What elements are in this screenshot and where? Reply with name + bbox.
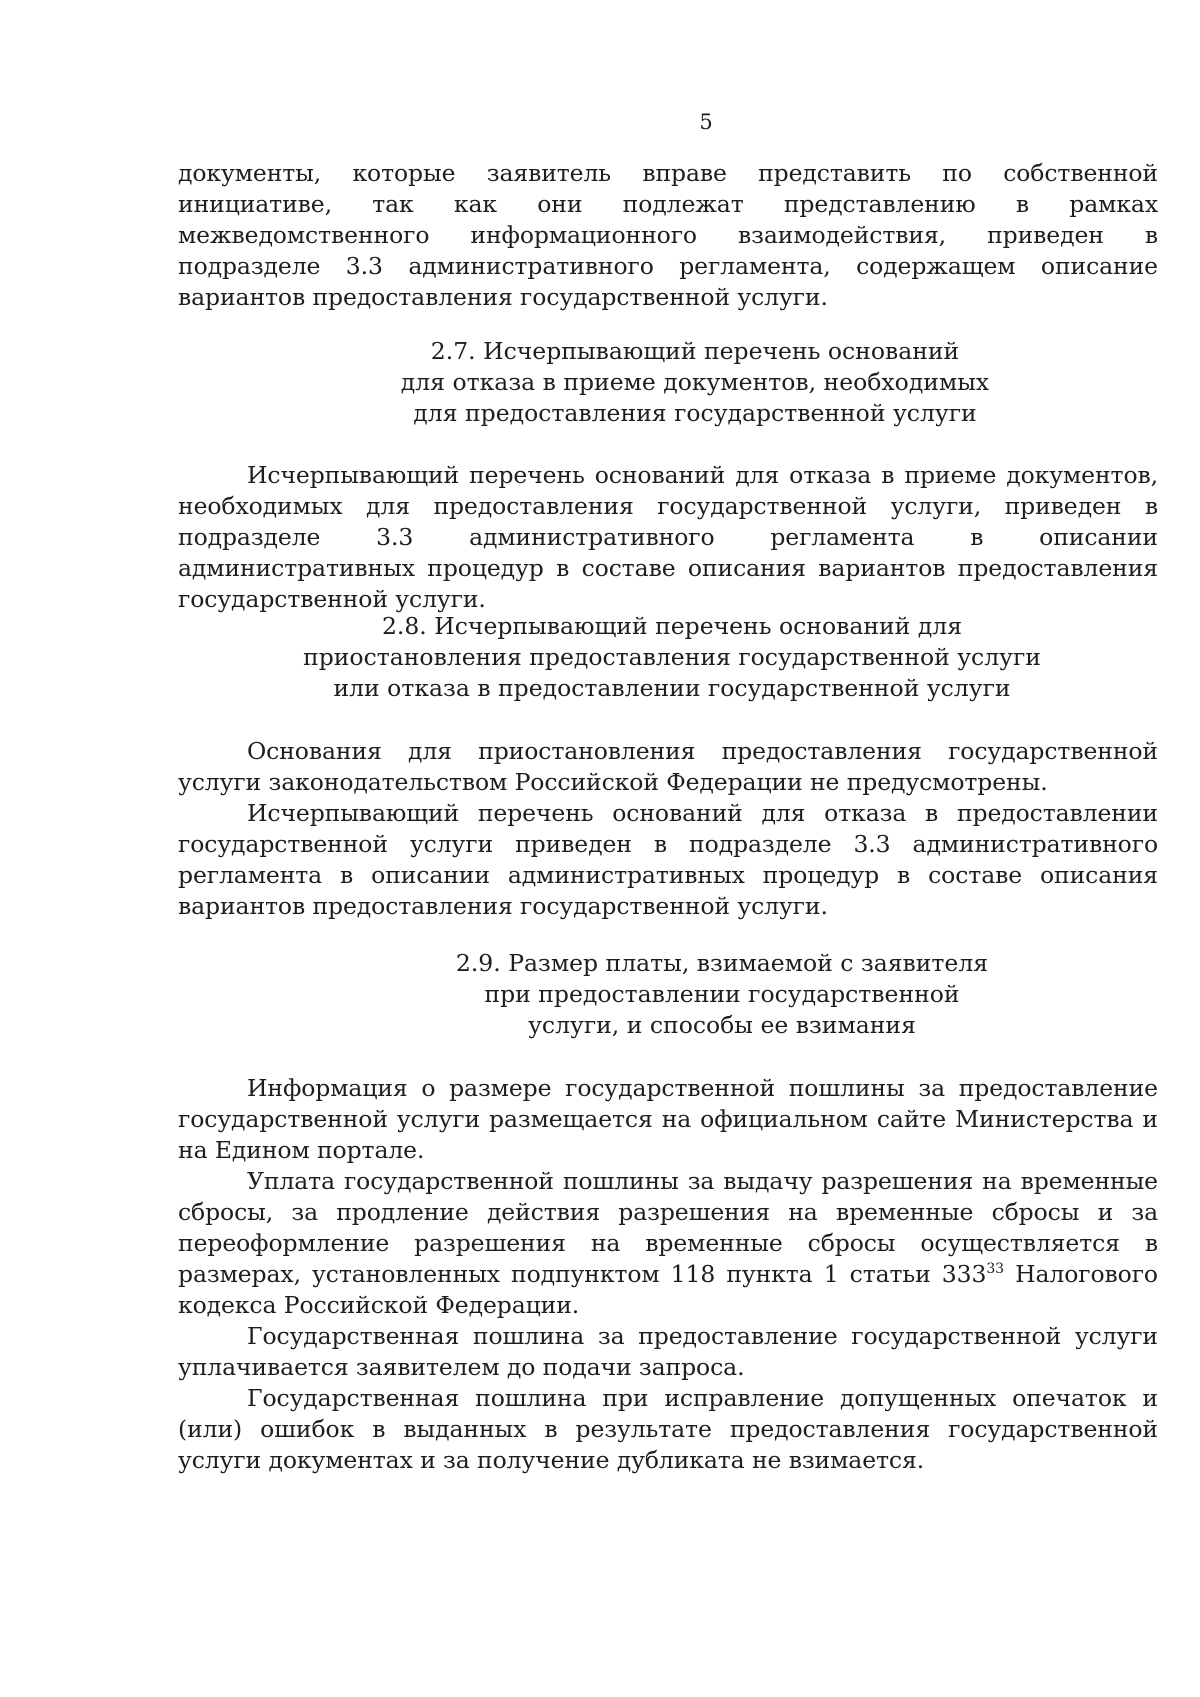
paragraph: Информация о размере государственной пошлины за предоставление государственной услуги размещается на официальном сайте Министерства и на Едином портале. [178,1074,1158,1164]
heading-line: 2.9. Размер платы, взимаемой с заявителя [455,949,989,977]
paragraph: Исчерпывающий перечень оснований для отказа в предоставлении государственной услуги приведен в подразделе 3.3 административного регламента в описании административных процедур в составе описания вариантов предоставления государственной услуги. [178,799,1158,920]
heading-line: 2.7. Исчерпывающий перечень оснований [430,337,960,365]
heading-line: при предоставлении государственной [484,980,960,1008]
fee-text-after: Налогового кодекса Российской Федерации. [178,1260,1158,1319]
paragraph: Основания для приостановления предоставления государственной услуги законодательством Российской Федерации не предусмотрены. [178,737,1158,796]
heading-line: услуги, и способы ее взимания [528,1011,916,1039]
paragraph: Исчерпывающий перечень оснований для отказа в приеме документов, необходимых для предоставления государственной услуги, приведен в подразделе 3.3 административного регламента в описании административных процедур в составе описания вариантов предоставления государственной услуги. [178,461,1158,613]
section-2-9-heading [232,948,1200,1041]
fee-superscript: 33 [986,1261,1004,1277]
paragraph: Государственная пошлина при исправление допущенных опечаток и (или) ошибок в выданных в результате предоставления государственной услуги документах и за получение дубликата не взимается. [178,1384,1158,1474]
heading-line: для отказа в приеме документов, необходимых [400,368,990,396]
section-2-8-heading [182,611,1162,704]
section-2-9-body [178,1073,1158,1476]
fee-text-before: Уплата государственной пошлины за выдачу разрешения на временные сбросы, за продление действия разрешения на временные сбросы и за переоформление разрешения на временные сбросы осуществляется в размерах, установленных подпунктом 118 пункта 1 статьи 333 [178,1167,1158,1288]
heading-line: или отказа в предоставлении государственной услуги [333,674,1011,702]
intro-paragraph-block [178,158,1158,313]
section-2-8-body [178,736,1158,922]
paragraph: Государственная пошлина за предоставление государственной услуги уплачивается заявителем до подачи запроса. [178,1322,1158,1381]
intro-paragraph: документы, которые заявитель вправе представить по собственной инициативе, так как они подлежат представлению в рамках межведомственного информационного взаимодействия, приведен в подразделе 3.3 административного регламента, содержащем описание вариантов предоставления государственной услуги. [178,159,1158,311]
heading-line: приостановления предоставления государственной услуги [303,643,1041,671]
section-2-7-body [178,460,1158,615]
heading-line: для предоставления государственной услуги [413,399,977,427]
section-2-7-heading [205,336,1185,429]
heading-line: 2.8. Исчерпывающий перечень оснований для [381,612,963,640]
page-number: 5 [699,110,713,134]
fee-paragraph [178,1166,1158,1321]
